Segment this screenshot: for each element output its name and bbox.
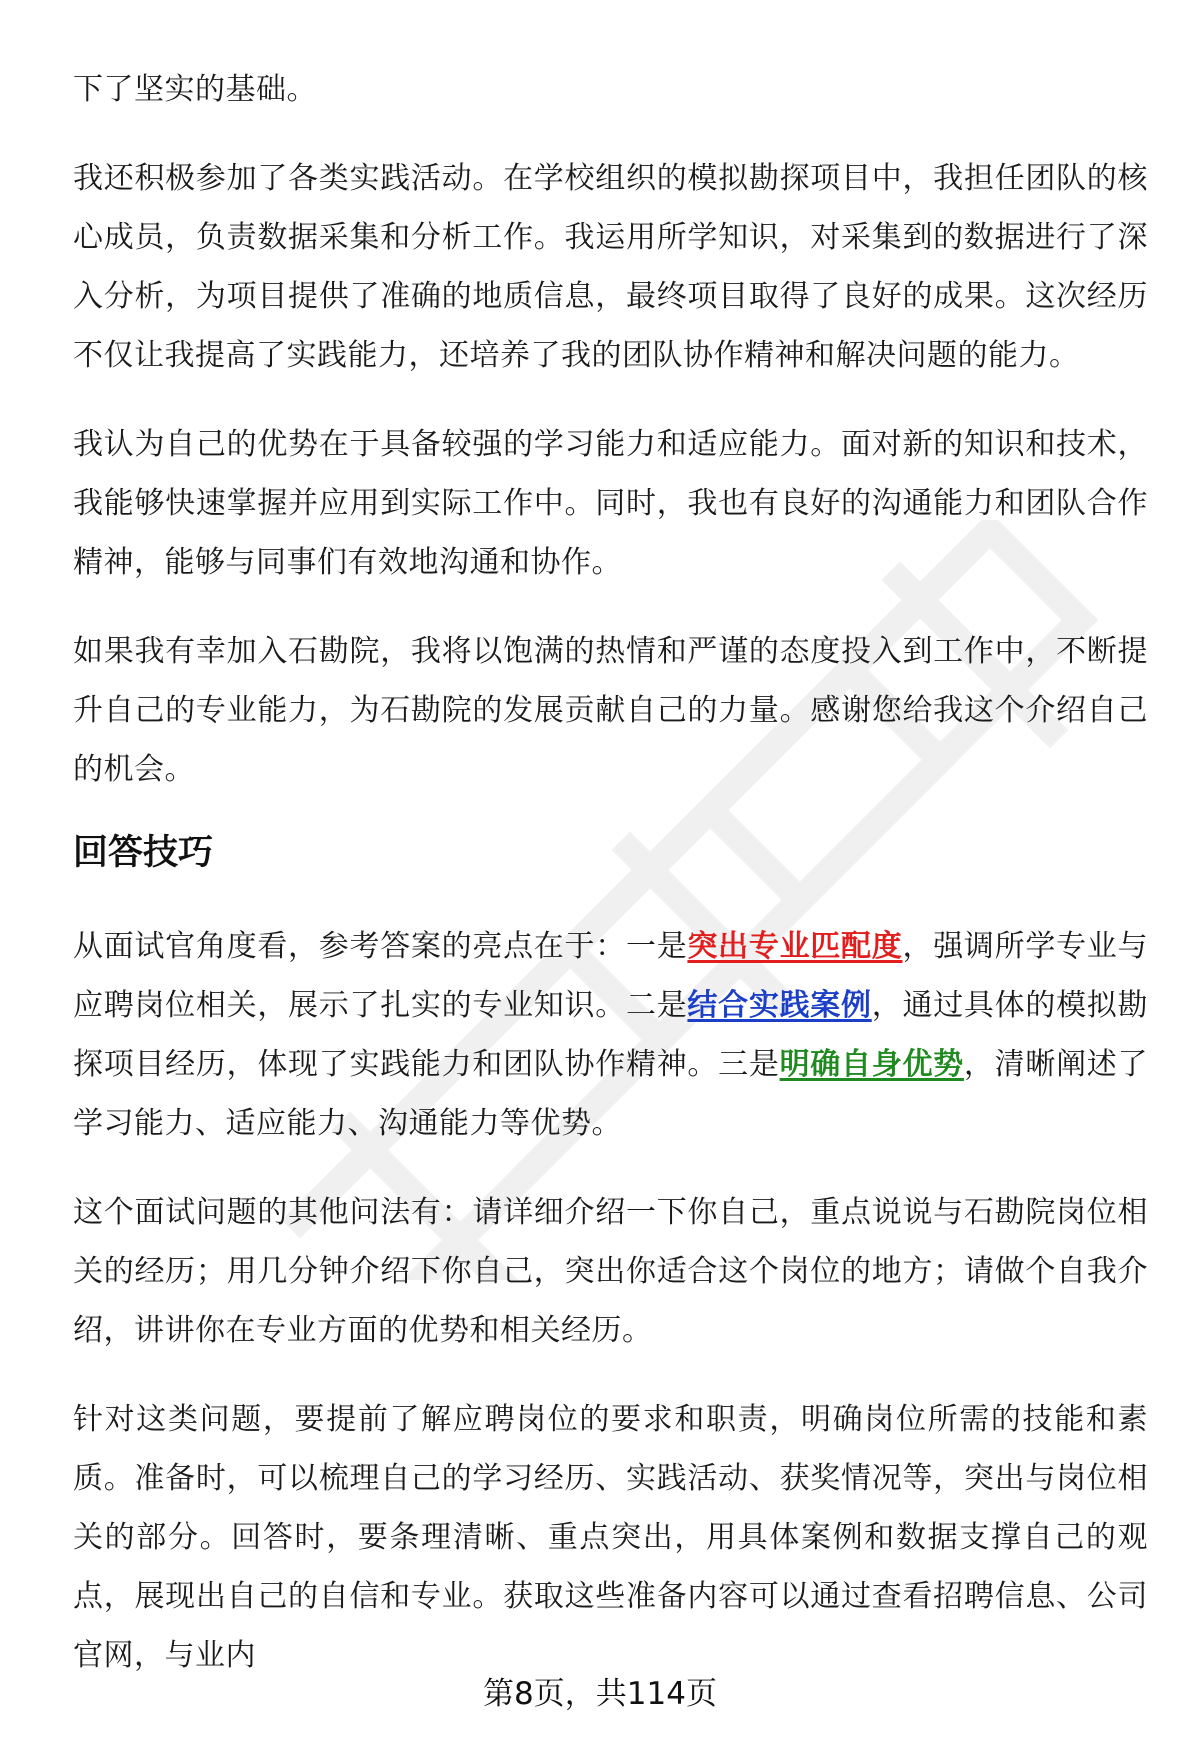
document-body [73,60,1148,1715]
paragraph-strengths: 我认为自己的优势在于具备较强的学习能力和适应能力。面对新的知识和技术，我能够快速掌握并应用到实际工作中。同时，我也有良好的沟通能力和团队合作精神，能够与同事们有效地沟通和协作。 [73,427,1148,580]
paragraph-preparation-advice: 针对这类问题，要提前了解应聘岗位的要求和职责，明确岗位所需的技能和素质。准备时，可以梳理自己的学习经历、实践活动、获奖情况等，突出与岗位相关的部分。回答时，要条理清晰、重点突出，用具体案例和数据支撑自己的观点，展现出自己的自信和专业。获取这些准备内容可以通过查看招聘信息、公司官网，与业内 [73,1402,1148,1673]
tips-text-3: ，通过具体的模拟勘探项目经历，体现了实践能力和团队协作精神。三是 [73,988,1149,1082]
highlight-own-strengths: 明确自身优势 [779,1047,964,1082]
tips-text-4: ，清晰阐述了学习能力、适应能力、沟通能力等优势。 [73,1047,1149,1141]
page-number-footer: 第8页，共114页 [483,1676,717,1712]
paragraph-tips-highlights [73,917,1148,1153]
highlight-professional-match: 突出专业匹配度 [687,929,903,964]
paragraph-closing: 如果我有幸加入石勘院，我将以饱满的热情和严谨的态度投入到工作中，不断提升自己的专业能力，为石勘院的发展贡献自己的力量。感谢您给我这个介绍自己的机会。 [73,634,1148,787]
tips-text-1: 从面试官角度看，参考答案的亮点在于：一是 [73,929,688,964]
paragraph-alternative-questions: 这个面试问题的其他问法有：请详细介绍一下你自己，重点说说与石勘院岗位相关的经历；用几分钟介绍下你自己，突出你适合这个岗位的地方；请做个自我介绍，讲讲你在专业方面的优势和相关经历。 [73,1195,1148,1348]
tips-text-2: ，强调所学专业与应聘岗位相关，展示了扎实的专业知识。二是 [73,929,1149,1023]
highlight-practice-cases: 结合实践案例 [687,988,872,1023]
paragraph-foundation: 下了坚实的基础。 [73,72,317,107]
paragraph-practice: 我还积极参加了各类实践活动。在学校组织的模拟勘探项目中，我担任团队的核心成员，负责数据采集和分析工作。我运用所学知识，对采集到的数据进行了深入分析，为项目提供了准确的地质信息，最终项目取得了良好的成果。这次经历不仅让我提高了实践能力，还培养了我的团队协作精神和解决问题的能力。 [73,161,1148,373]
section-heading-answer-tips: 回答技巧 [73,833,214,873]
